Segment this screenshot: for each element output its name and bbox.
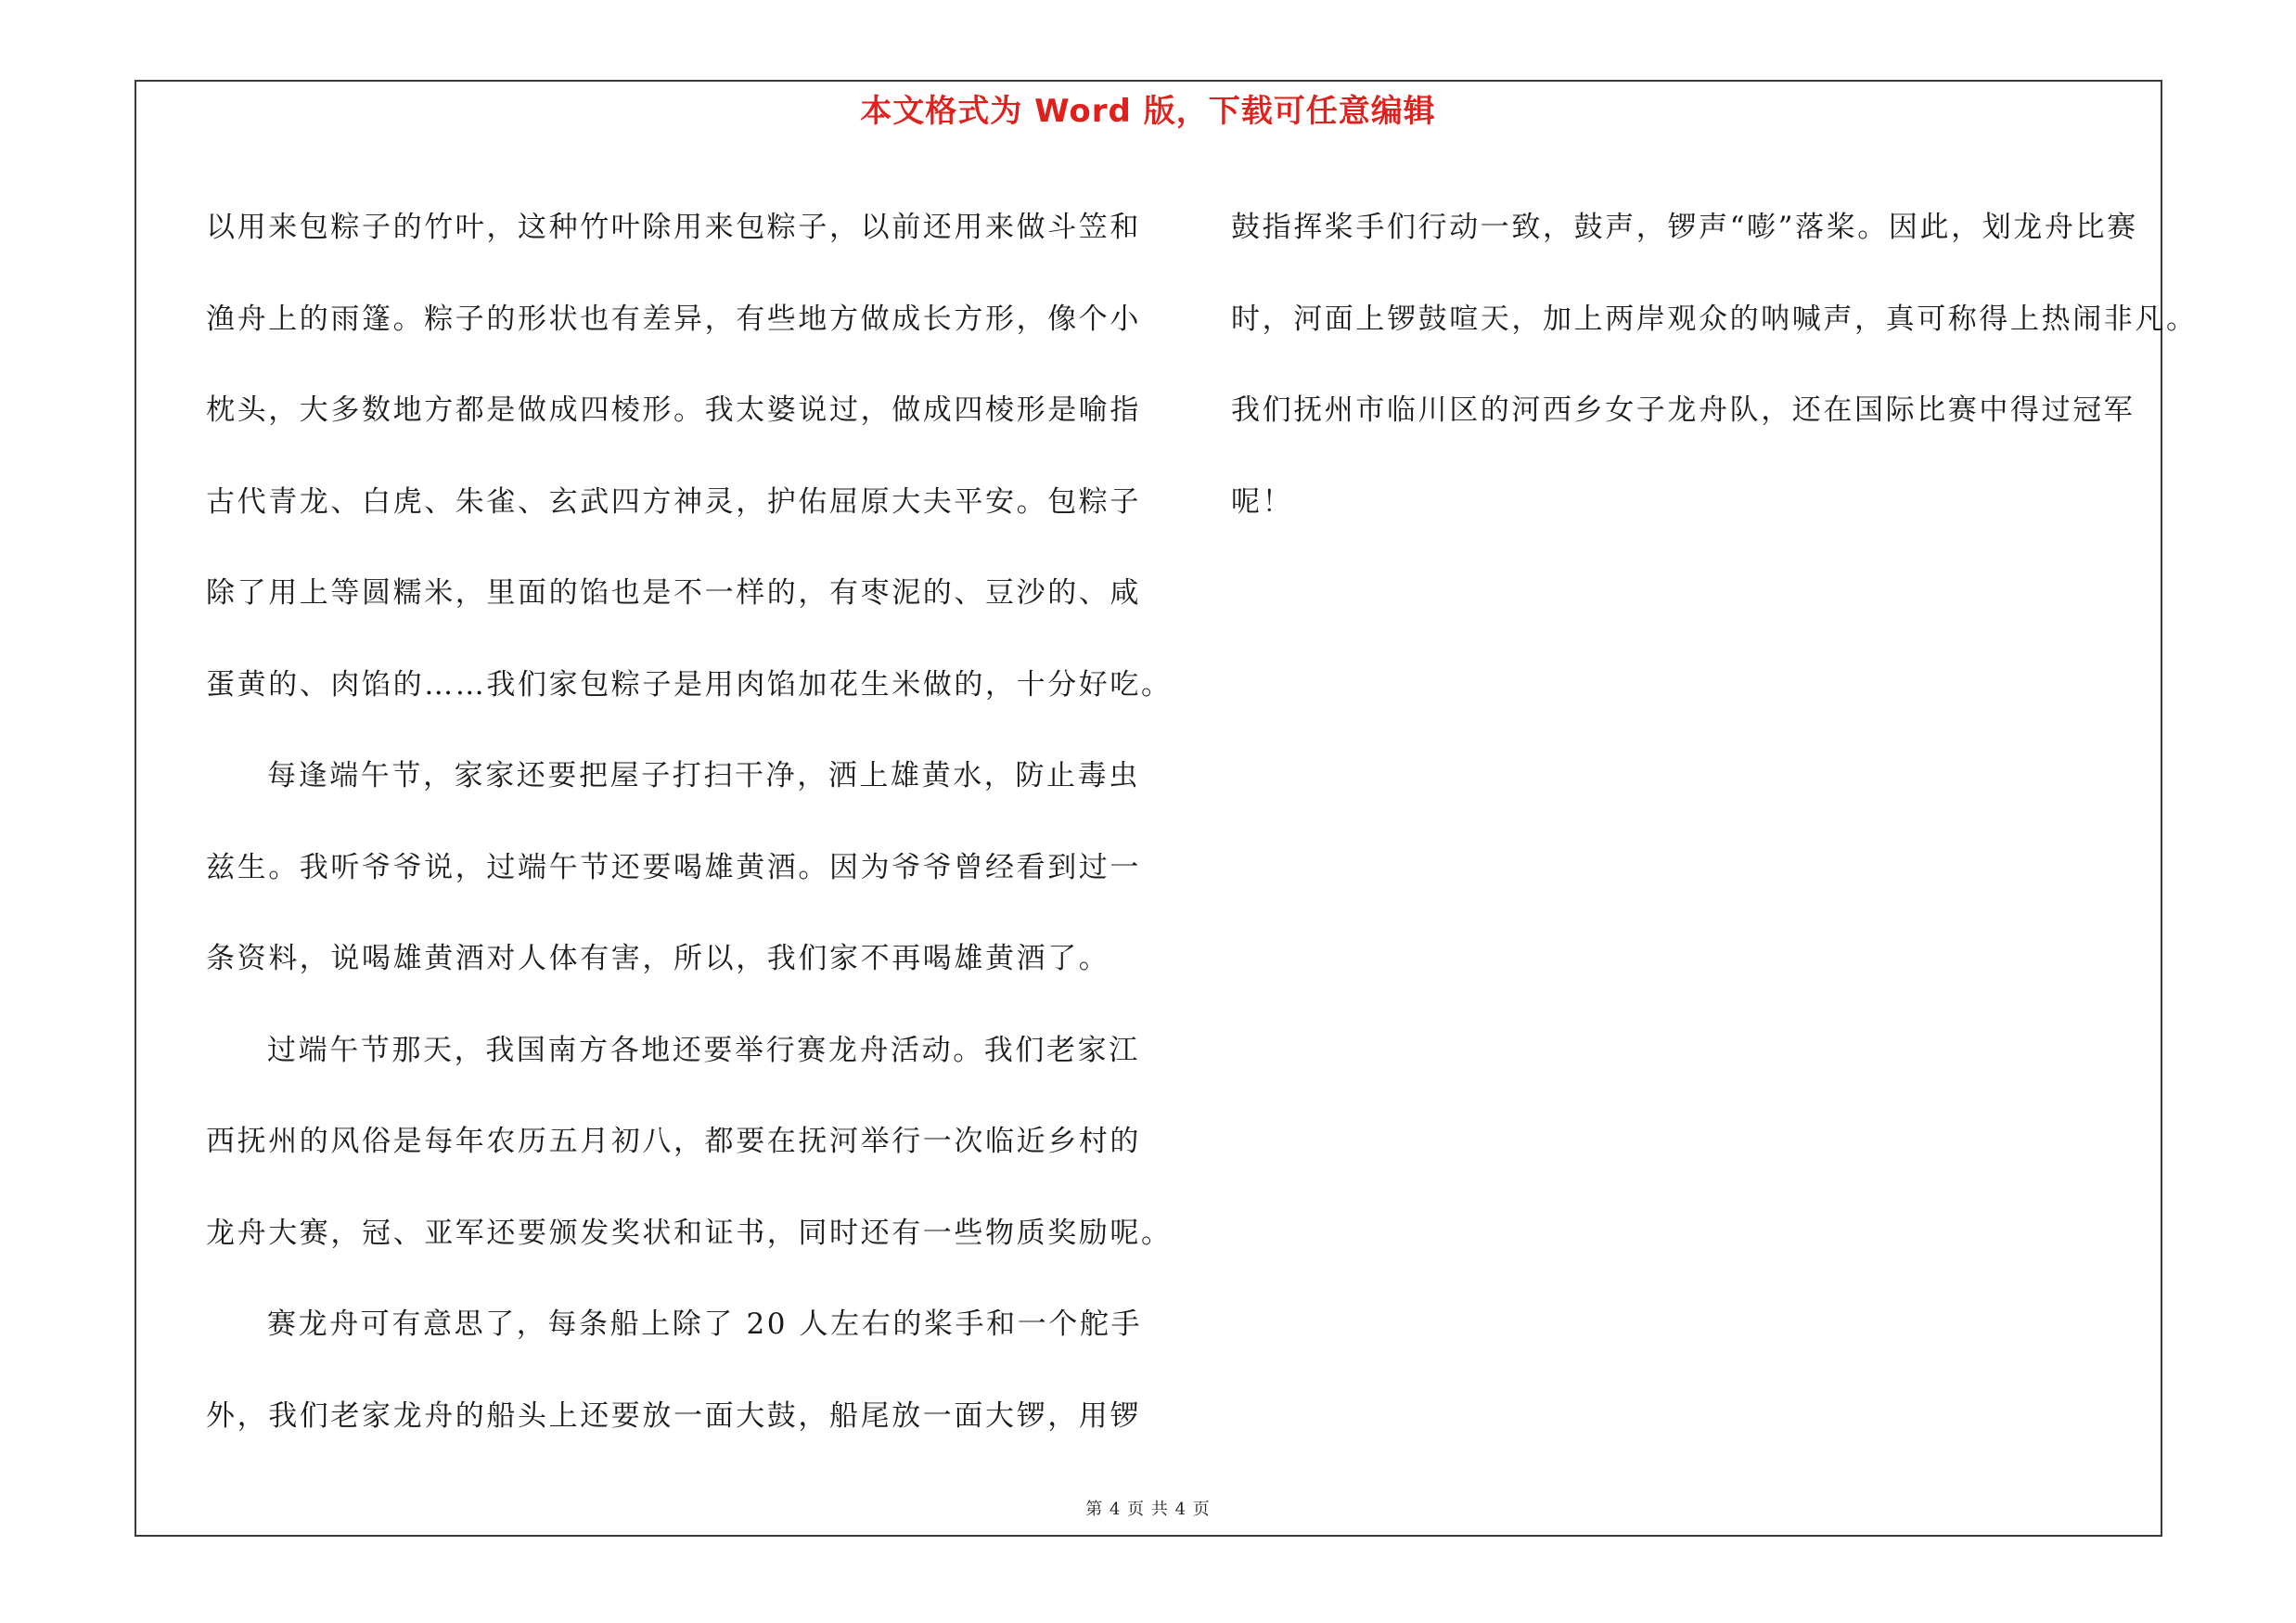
paragraph-line: 条资料，说喝雄黄酒对人体有害，所以，我们家不再喝雄黄酒了。 xyxy=(206,942,1110,975)
paragraph-line: 鼓指挥桨手们行动一致，鼓声，锣声“嘭”落桨。因此，划龙舟比赛 xyxy=(1231,211,2138,244)
paragraph-line: 时，河面上锣鼓喧天，加上两岸观众的呐喊声，真可称得上热闹非凡。 xyxy=(1231,302,2198,336)
paragraph-first-line: 赛龙舟可有意思了，每条船上除了 20 人左右的桨手和一个舵手 xyxy=(267,1307,1143,1341)
paragraph-line: 蛋黄的、肉馅的……我们家包粽子是用肉馅加花生米做的，十分好吃。 xyxy=(206,667,1173,702)
header-banner: 本文格式为 Word 版，下载可任意编辑 xyxy=(860,93,1436,130)
paragraph-line: 呢！ xyxy=(1231,484,1294,519)
paragraph-first-line: 过端午节那天，我国南方各地还要举行赛龙舟活动。我们老家江 xyxy=(267,1033,1140,1067)
paragraph-line: 兹生。我听爷爷说，过端午节还要喝雄黄酒。因为爷爷曾经看到过一 xyxy=(206,850,1141,884)
paragraph-line: 渔舟上的雨篷。粽子的形状也有差异，有些地方做成长方形，像个小 xyxy=(206,302,1141,336)
left-column xyxy=(206,182,1173,1462)
paragraph-first-line: 每逢端午节，家家还要把屋子打扫干净，洒上雄黄水，防止毒虫 xyxy=(267,759,1140,792)
paragraph-line: 枕头，大多数地方都是做成四棱形。我太婆说过，做成四棱形是喻指 xyxy=(206,393,1141,427)
paragraph-line: 外，我们老家龙舟的船头上还要放一面大鼓，船尾放一面大锣，用锣 xyxy=(206,1398,1141,1433)
paragraph-line: 龙舟大赛，冠、亚军还要颁发奖状和证书，同时还有一些物质奖励呢。 xyxy=(206,1216,1173,1250)
paragraph-line: 我们抚州市临川区的河西乡女子龙舟队，还在国际比赛中得过冠军 xyxy=(1231,393,2136,427)
page-number-footer: 第 4 页 共 4 页 xyxy=(1085,1500,1211,1519)
paragraph-line: 古代青龙、白虎、朱雀、玄武四方神灵，护佑屈原大夫平安。包粽子 xyxy=(206,484,1141,519)
paragraph-line: 除了用上等圆糯米，里面的馅也是不一样的，有枣泥的、豆沙的、咸 xyxy=(206,576,1141,610)
paragraph-line: 西抚州的风俗是每年农历五月初八，都要在抚河举行一次临近乡村的 xyxy=(206,1125,1141,1158)
right-column xyxy=(1231,182,2198,547)
paragraph-line: 以用来包粽子的竹叶，这种竹叶除用来包粽子，以前还用来做斗笠和 xyxy=(206,211,1141,244)
